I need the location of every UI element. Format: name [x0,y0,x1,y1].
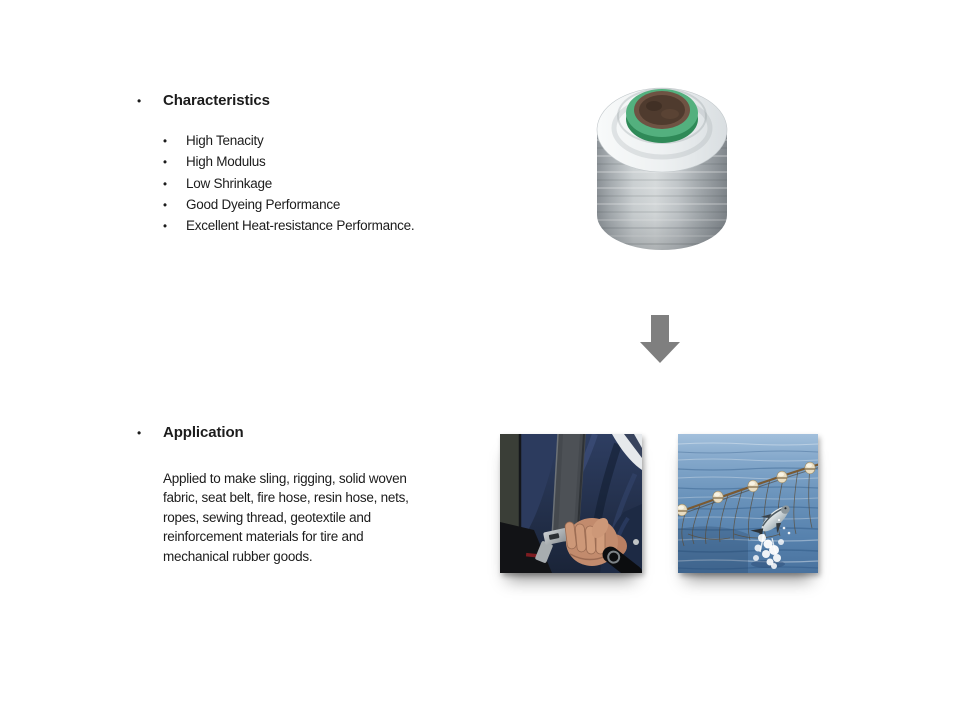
characteristics-item [163,152,414,173]
characteristics-item-label: Low Shrinkage [186,175,273,191]
characteristics-item-label: Good Dyeing Performance [186,196,341,212]
application-paragraph-line: mechanical rubber goods. [163,548,313,564]
bullet-icon: • [163,199,168,212]
characteristics-list [163,131,414,237]
characteristics-item-label: High Modulus [186,154,266,170]
application-paragraph-line: Applied to make sling, rigging, solid woven [163,471,407,486]
characteristics-item [163,174,414,195]
bullet-icon: • [163,136,168,148]
bullet-icon: • [137,426,142,440]
application-paragraph [163,469,409,566]
yarn-spool-photo [590,78,738,256]
fishing-net-illustration [678,434,818,573]
bullet-icon: • [163,178,168,191]
fishing-net-photo [678,434,818,573]
characteristics-item-label: Excellent Heat-resistance Performance. [186,218,415,234]
bullet-icon: • [163,157,168,170]
characteristics-title: Characteristics [163,92,270,109]
application-section-title [137,424,244,441]
characteristics-item [163,195,414,216]
down-arrow-icon [638,312,682,366]
spool-core [626,89,698,143]
application-paragraph-line: ropes, sewing thread, geotextile and [163,509,371,525]
characteristics-section-title [137,92,270,109]
seat-belt-illustration [500,434,642,573]
dark-water-patch [678,526,748,573]
characteristics-item-label: High Tenacity [186,133,264,148]
application-title: Application [163,424,244,441]
application-paragraph-line: reinforcement materials for tire and [163,529,364,545]
application-paragraph-line: fabric, seat belt, fire hose, resin hose, nets, [163,490,409,506]
bullet-icon: • [163,221,168,234]
bullet-icon: • [137,94,142,108]
characteristics-item [163,216,414,237]
metal-knob [633,539,639,545]
seat-belt-photo [500,434,642,573]
characteristics-item [163,131,414,152]
